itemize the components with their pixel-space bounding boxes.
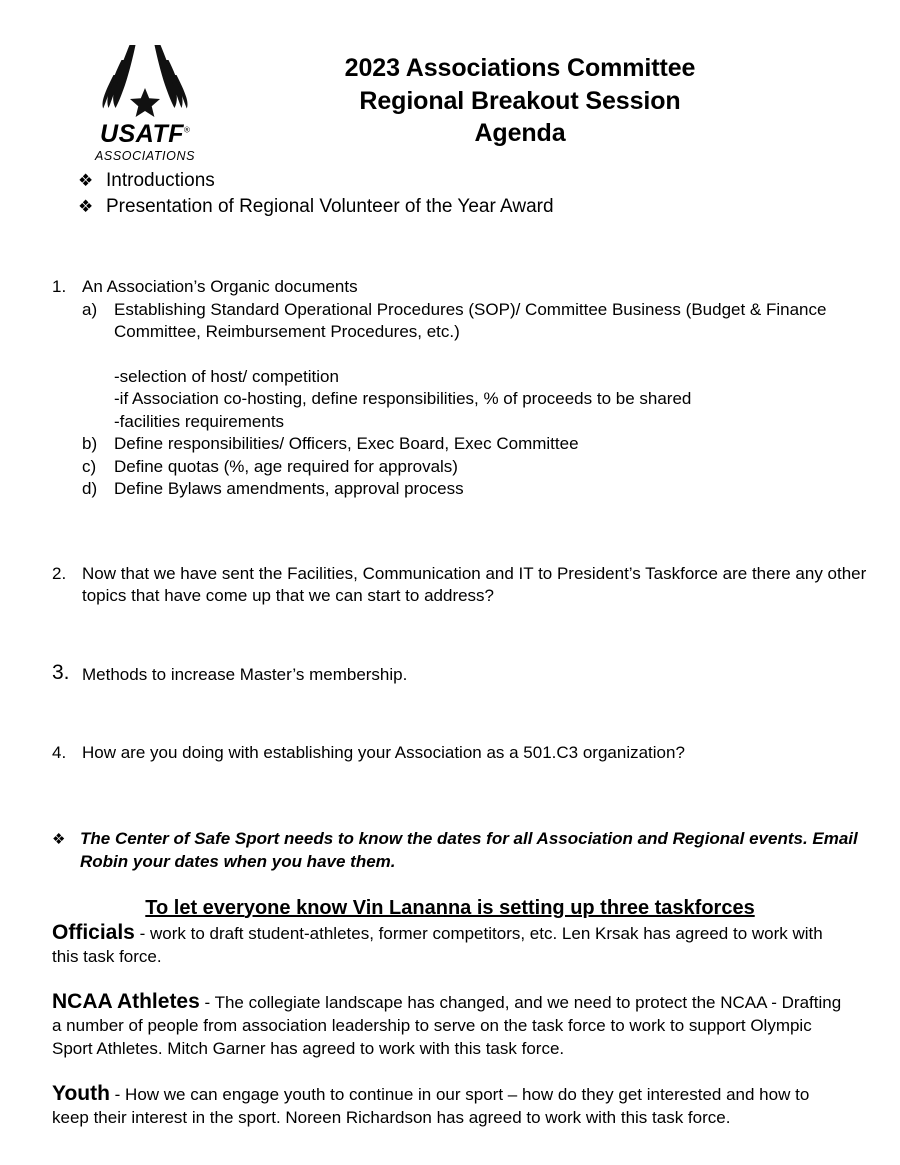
document-header — [0, 0, 900, 168]
agenda-subitem-a — [82, 299, 900, 344]
taskforce-officials-lead: Officials — [52, 920, 135, 944]
page-title-line-3: Agenda — [474, 119, 566, 147]
taskforce-heading — [0, 895, 900, 921]
safe-sport-note — [0, 827, 900, 873]
taskforce-ncaa-body: - The collegiate landscape has changed, and we need to protect the NCAA - Drafting a number of people from association leadership to serve on the task force to work to support Olympic Sport Athletes. Mitch Garner has agreed to work with this task force. — [52, 992, 842, 1058]
agenda-subitem-c-marker: c) — [82, 456, 97, 476]
agenda-item-2 — [0, 563, 900, 608]
agenda-subitem-c-text: Define quotas (%, age required for approvals) — [114, 456, 458, 476]
agenda-item-1-text: An Association’s Organic documents — [82, 277, 358, 296]
intro-item-label: Presentation of Regional Volunteer of the Year Award — [106, 196, 554, 217]
agenda-item-4-marker: 4. — [52, 743, 67, 762]
agenda-subitem-c — [82, 456, 900, 479]
agenda-item-3-text: Methods to increase Master’s membership. — [82, 664, 408, 684]
safe-sport-note-text: The Center of Safe Sport needs to know the dates for all Association and Regional events. Email Robin your dates when you have them. — [80, 828, 858, 871]
numbered-agenda-list — [0, 276, 900, 765]
taskforce-officials-body: - work to draft student-athletes, former competitors, etc. Len Krsak has agreed to work with this task force. — [52, 923, 823, 966]
taskforce-youth-body: - How we can engage youth to continue in our sport – how do they get interested and how to keep their interest in the sport. Noreen Richardson has agreed to work with this task force. — [52, 1084, 810, 1127]
intro-bullet-list — [0, 168, 900, 220]
usatf-wordmark-text: USATF — [100, 120, 185, 148]
agenda-item-2-text: Now that we have sent the Facilities, Communication and IT to President’s Taskforce are there any other topics that have come up that we can start to address? — [82, 563, 867, 605]
taskforce-paragraph-youth — [0, 1082, 900, 1129]
usatf-logo-subtitle: ASSOCIATIONS — [94, 149, 196, 163]
taskforce-ncaa-lead: NCAA Athletes — [52, 989, 200, 1013]
agenda-item-1 — [0, 276, 900, 501]
diamond-bullet-icon: ❖ — [52, 830, 66, 848]
taskforce-heading-text: To let everyone know Vin Lananna is setting up three taskforces — [145, 896, 755, 919]
agenda-item-4-text: How are you doing with establishing your Association as a 501.C3 organization? — [82, 743, 685, 762]
agenda-subitem-a-marker: a) — [82, 299, 98, 319]
agenda-subitem-b-marker: b) — [82, 434, 98, 453]
list-item — [78, 168, 900, 194]
agenda-item-3 — [0, 660, 900, 687]
agenda-subitem-d-marker: d) — [82, 479, 98, 498]
dash-note-1: -selection of host/ competition — [114, 366, 339, 386]
dash-note-2: -if Association co-hosting, define responsibilities, % of proceeds to be shared — [114, 389, 692, 408]
taskforce-paragraph-officials — [0, 921, 900, 968]
agenda-item-3-marker: 3. — [52, 660, 70, 684]
page-title — [300, 52, 740, 150]
document-body — [0, 168, 900, 1129]
agenda-subitem-a-text: Establishing Standard Operational Procedures (SOP)/ Committee Business (Budget & Finance Committee, Reimbursement Procedures, etc.) — [114, 299, 827, 341]
agenda-item-2-marker: 2. — [52, 563, 67, 583]
agenda-subitem-d — [82, 478, 900, 501]
page-title-line-2: Regional Breakout Session — [359, 86, 681, 115]
diamond-bullet-icon: ❖ — [78, 171, 94, 190]
agenda-subitem-d-text: Define Bylaws amendments, approval process — [114, 479, 464, 498]
agenda-subitem-b — [82, 433, 900, 456]
list-item — [78, 194, 900, 220]
agenda-item-1-sublist — [82, 299, 900, 501]
trademark-mark: ® — [184, 125, 190, 135]
agenda-item-4 — [0, 742, 900, 765]
dash-note-3: -facilities requirements — [114, 411, 285, 431]
usatf-winged-foot-icon — [99, 40, 191, 120]
agenda-item-1-marker: 1. — [52, 277, 67, 296]
taskforce-paragraph-ncaa-athletes — [0, 990, 900, 1060]
taskforce-youth-lead: Youth — [52, 1081, 110, 1105]
page-title-line-1: 2023 Associations Committee — [344, 54, 696, 82]
usatf-wordmark — [100, 122, 190, 147]
agenda-subitem-b-text: Define responsibilities/ Officers, Exec Board, Exec Committee — [114, 434, 579, 453]
usatf-associations-logo — [92, 40, 198, 166]
agenda-item-1-dash-notes — [82, 366, 900, 434]
intro-item-label: Introductions — [106, 170, 215, 191]
diamond-bullet-icon: ❖ — [78, 197, 94, 216]
